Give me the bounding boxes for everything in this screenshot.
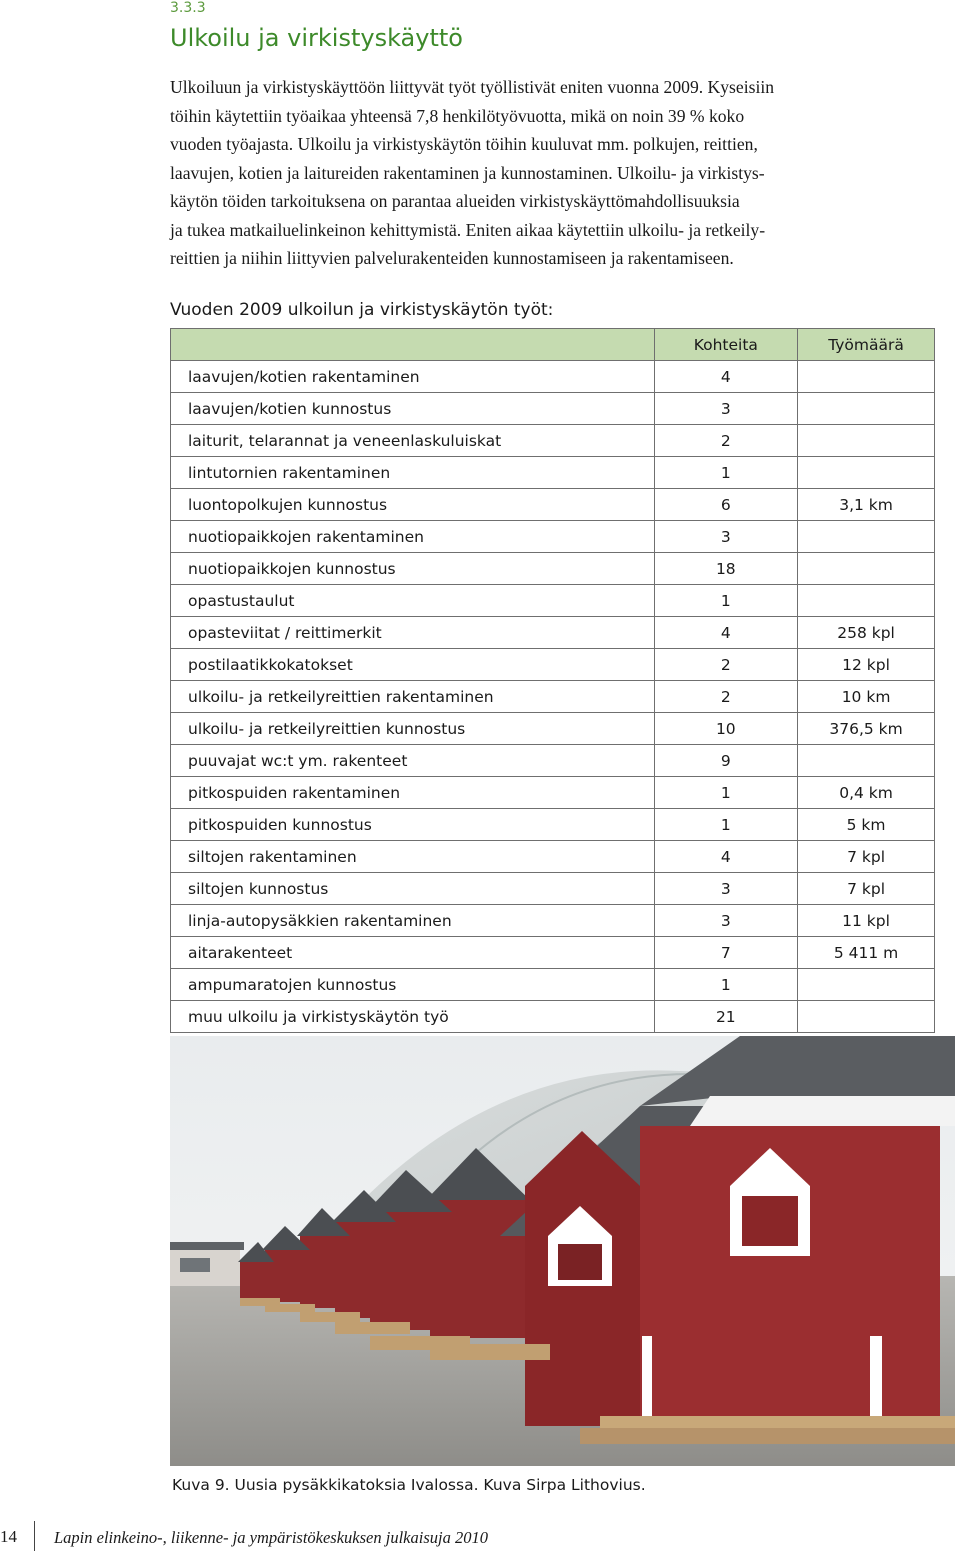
amount-cell: 7 kpl (798, 873, 935, 905)
sites-cell: 1 (654, 809, 798, 841)
amount-cell: 0,4 km (798, 777, 935, 809)
amount-cell (798, 361, 935, 393)
amount-cell (798, 553, 935, 585)
amount-cell: 12 kpl (798, 649, 935, 681)
figure-caption: Kuva 9. Uusia pysäkkikatoksia Ivalossa. Kuva Sirpa Lithovius. (172, 1476, 646, 1494)
sites-cell: 2 (654, 425, 798, 457)
amount-cell (798, 585, 935, 617)
table-row (171, 745, 935, 777)
amount-cell: 5 411 m (798, 937, 935, 969)
task-cell: pitkospuiden rakentaminen (171, 777, 655, 809)
header-task (171, 329, 655, 361)
amount-cell: 3,1 km (798, 489, 935, 521)
sites-cell: 9 (654, 745, 798, 777)
task-cell: aitarakenteet (171, 937, 655, 969)
task-cell: opasteviitat / reittimerkit (171, 617, 655, 649)
table-row (171, 425, 935, 457)
header-sites: Kohteita (654, 329, 798, 361)
task-cell: puuvajat wc:t ym. rakenteet (171, 745, 655, 777)
table-row (171, 905, 935, 937)
paragraph-line: ja tukea matkailuelinkeinon kehittymistä. Eniten aikaa käytettiin ulkoilu- ja retkeily- (170, 219, 766, 240)
task-cell: opastustaulut (171, 585, 655, 617)
sites-cell: 4 (654, 617, 798, 649)
sites-cell: 7 (654, 937, 798, 969)
table-row (171, 553, 935, 585)
task-cell: ulkoilu- ja retkeilyreittien rakentaminen (171, 681, 655, 713)
table-row (171, 841, 935, 873)
header-amount: Työmäärä (798, 329, 935, 361)
table-row (171, 1001, 935, 1033)
task-cell: postilaatikkokatokset (171, 649, 655, 681)
sites-cell: 18 (654, 553, 798, 585)
background-building (170, 1242, 244, 1286)
paragraph-line: töihin käytettiin työaikaa yhteensä 7,8 henkilötyövuotta, mikä on noin 39 % koko (170, 105, 745, 126)
sites-cell: 3 (654, 905, 798, 937)
task-cell: laavujen/kotien rakentaminen (171, 361, 655, 393)
sites-cell: 3 (654, 393, 798, 425)
paragraph-line: käytön töiden tarkoituksena on parantaa alueiden virkistyskäyttömahdollisuuksia (170, 191, 740, 211)
sites-cell: 1 (654, 777, 798, 809)
amount-cell (798, 1001, 935, 1033)
works-table (170, 328, 935, 1033)
table-row (171, 649, 935, 681)
table-row (171, 937, 935, 969)
table-row (171, 873, 935, 905)
table-row (171, 393, 935, 425)
amount-cell: 376,5 km (798, 713, 935, 745)
table-row (171, 969, 935, 1001)
amount-cell (798, 457, 935, 489)
sites-cell: 2 (654, 649, 798, 681)
paragraph-line: vuoden työajasta. Ulkoilu ja virkistyskäytön töihin kuuluvat mm. polkujen, reittien, (170, 134, 758, 154)
sites-cell: 1 (654, 585, 798, 617)
paragraph-line: laavujen, kotien ja laitureiden rakentaminen ja kunnostaminen. Ulkoilu- ja virkistys- (170, 162, 765, 183)
section-number: 3.3.3 (170, 0, 206, 16)
sites-cell: 2 (654, 681, 798, 713)
sites-cell: 1 (654, 457, 798, 489)
task-cell: laavujen/kotien kunnostus (171, 393, 655, 425)
task-cell: siltojen kunnostus (171, 873, 655, 905)
paragraph-line: reittien ja niihin liittyvien palvelurakenteiden kunnostamiseen ja rakentamiseen. (170, 248, 734, 268)
page-number: 14 (0, 1527, 17, 1546)
sites-cell: 21 (654, 1001, 798, 1033)
task-cell: linja-autopysäkkien rakentaminen (171, 905, 655, 937)
task-cell: ampumaratojen kunnostus (171, 969, 655, 1001)
table-row (171, 713, 935, 745)
bus-shelters-photo (170, 1036, 955, 1466)
sites-cell: 4 (654, 841, 798, 873)
task-cell: pitkospuiden kunnostus (171, 809, 655, 841)
task-cell: laiturit, telarannat ja veneenlaskuluiskat (171, 425, 655, 457)
table-row (171, 489, 935, 521)
amount-cell: 258 kpl (798, 617, 935, 649)
body-paragraph (170, 73, 960, 273)
task-cell: muu ulkoilu ja virkistyskäytön työ (171, 1001, 655, 1033)
amount-cell: 11 kpl (798, 905, 935, 937)
table-row (171, 777, 935, 809)
sites-cell: 6 (654, 489, 798, 521)
footer-publication: Lapin elinkeino-, liikenne- ja ympäristökeskuksen julkaisuja 2010 (54, 1528, 488, 1547)
amount-cell: 10 km (798, 681, 935, 713)
amount-cell (798, 969, 935, 1001)
sites-cell: 3 (654, 873, 798, 905)
table-row (171, 521, 935, 553)
amount-cell (798, 425, 935, 457)
amount-cell: 7 kpl (798, 841, 935, 873)
task-cell: luontopolkujen kunnostus (171, 489, 655, 521)
sites-cell: 3 (654, 521, 798, 553)
amount-cell (798, 521, 935, 553)
sites-cell: 1 (654, 969, 798, 1001)
footer-divider (34, 1521, 35, 1551)
sites-cell: 10 (654, 713, 798, 745)
table-row (171, 457, 935, 489)
table-row (171, 361, 935, 393)
task-cell: nuotiopaikkojen kunnostus (171, 553, 655, 585)
table-caption: Vuoden 2009 ulkoilun ja virkistyskäytön työt: (170, 300, 554, 320)
table-header-row (171, 329, 935, 361)
table-row (171, 681, 935, 713)
sites-cell: 4 (654, 361, 798, 393)
section-title: Ulkoilu ja virkistyskäyttö (170, 24, 463, 52)
paragraph-line: Ulkoiluun ja virkistyskäyttöön liittyvät työt työllistivät eniten vuonna 2009. Kyseisiin (170, 77, 775, 97)
amount-cell: 5 km (798, 809, 935, 841)
amount-cell (798, 393, 935, 425)
table-row (171, 585, 935, 617)
table-row (171, 809, 935, 841)
amount-cell (798, 745, 935, 777)
task-cell: nuotiopaikkojen rakentaminen (171, 521, 655, 553)
task-cell: ulkoilu- ja retkeilyreittien kunnostus (171, 713, 655, 745)
task-cell: lintutornien rakentaminen (171, 457, 655, 489)
task-cell: siltojen rakentaminen (171, 841, 655, 873)
table-row (171, 617, 935, 649)
